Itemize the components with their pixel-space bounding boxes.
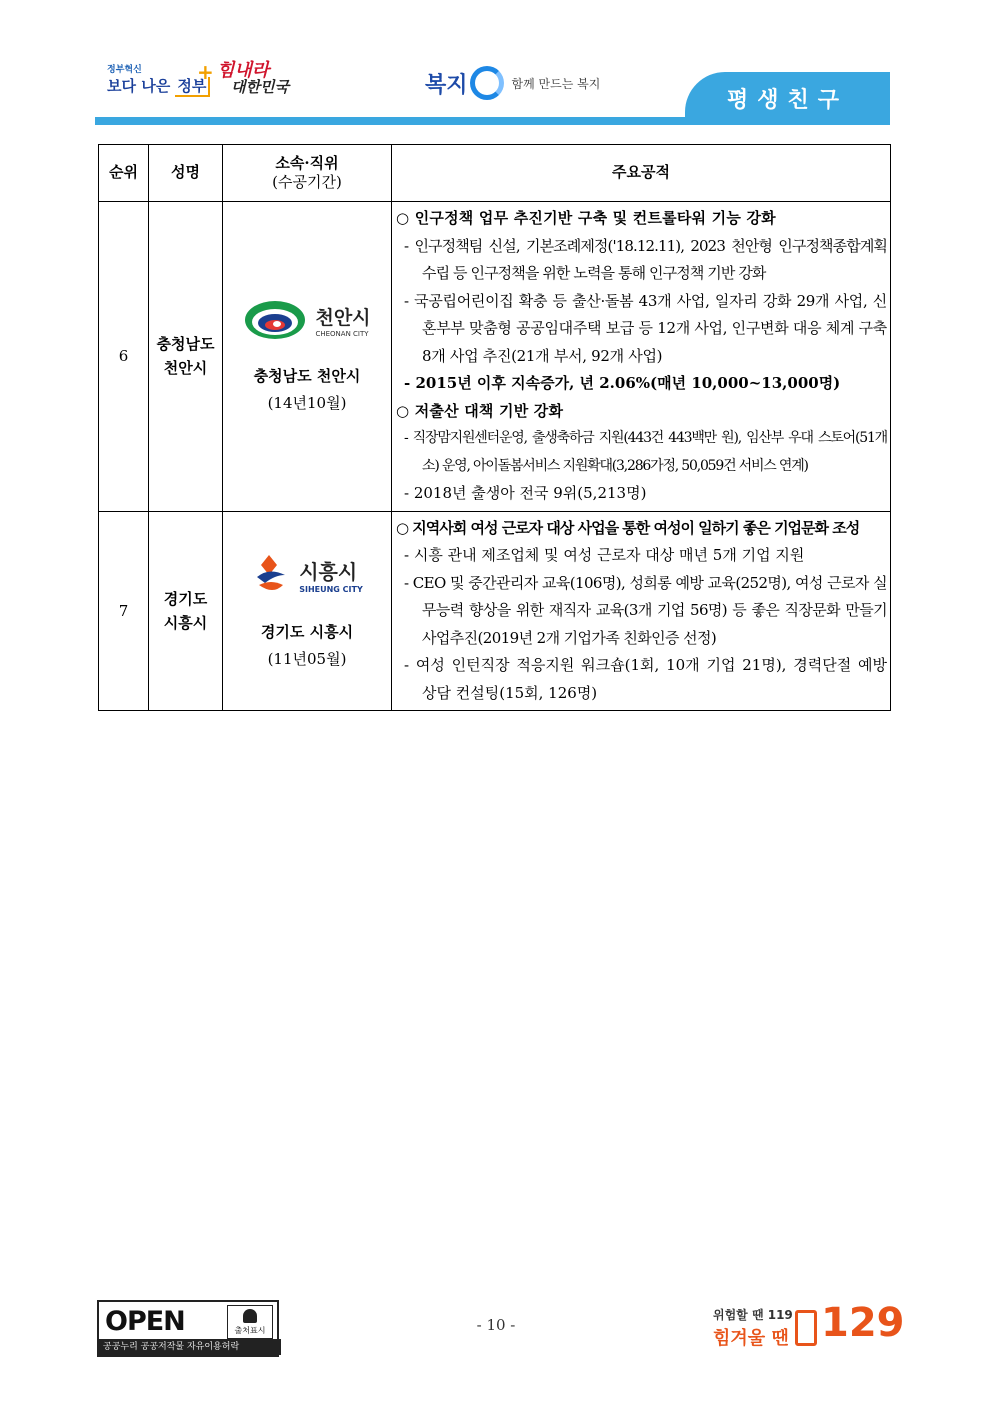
- org-cell: [223, 511, 392, 711]
- logo2-line1: 힘내라: [217, 60, 270, 81]
- work-detail: - 직장맘지원센터운영, 출생축하금 지원(443건 443백만 원), 임산부 우대 스토어(51개소) 운영, 아이돌봄서비스 지원확대(3,286가정, 50,059건 서비스 연계): [404, 430, 887, 474]
- gov-innovation-logo: [107, 60, 214, 96]
- header-org-line1: 소속·직위: [275, 153, 339, 172]
- work-heading: ○ 저출산 대책 기반 강화: [396, 401, 564, 420]
- bokji-word: 복지: [425, 72, 468, 98]
- logo1-main-text: 보다 나은: [107, 77, 171, 95]
- header-org-line2: (수공기간): [272, 173, 342, 191]
- logo2-line2: 대한민국: [231, 78, 289, 96]
- hotline-number: 129: [821, 1300, 905, 1346]
- page-number: - 10 -: [476, 1316, 516, 1334]
- awards-table: [98, 144, 891, 711]
- rank-cell: 6: [99, 202, 149, 512]
- header-name: 성명: [149, 145, 223, 202]
- org-cell: [223, 202, 392, 512]
- header-divider: [95, 117, 890, 125]
- hotline-line1: 위험할 땐 119: [713, 1308, 793, 1322]
- table-header-row: [99, 145, 891, 202]
- logo1-small-text: 정부혁신: [107, 65, 142, 75]
- emblem-sub: SIHEUNG CITY: [299, 584, 363, 594]
- cheonan-emblem: [224, 299, 390, 341]
- name-line1: 경기도: [163, 589, 208, 608]
- table-row: [99, 202, 891, 512]
- org-name: 경기도 시흥시: [260, 622, 354, 641]
- hotline-129-logo: [713, 1296, 905, 1358]
- org-name: 충청남도 천안시: [253, 367, 361, 386]
- bokji-slogan: 함께 만드는 복지: [511, 76, 601, 91]
- page-header: [95, 50, 890, 125]
- header-tab-label: 평생친구: [726, 87, 848, 113]
- phone-icon: [795, 1310, 817, 1346]
- rank-cell: 7: [99, 511, 149, 711]
- bokji-logo: [425, 66, 600, 100]
- siheung-emblem: [224, 553, 390, 597]
- name-line1: 충청남도: [156, 335, 215, 354]
- name-cell: [149, 202, 223, 512]
- work-heading: ○ 인구정책 업무 추진기반 구축 및 컨트롤타워 기능 강화: [396, 209, 776, 227]
- work-detail: - 인구정책팀 신설, 기본조례제정('18.12.11), 2023 천안형 인구정책종합계획 수립 등 인구정책을 위한 노력을 통해 인구정책 기반 강화: [404, 236, 887, 282]
- cheonan-emblem-icon: [243, 299, 307, 341]
- siheung-emblem-icon: [251, 553, 291, 597]
- org-period: (11년05월): [267, 649, 347, 668]
- emblem-sub: CHEONAN CITY: [315, 329, 369, 338]
- works-cell: [392, 202, 891, 512]
- attribution-label: 출처표시: [234, 1326, 266, 1335]
- plus-icon: +: [197, 60, 214, 84]
- org-period: (14년10월): [267, 394, 347, 413]
- work-detail: - 2018년 출생아 전국 9위(5,213명): [404, 484, 647, 502]
- open-label: OPEN: [105, 1306, 185, 1337]
- emblem-text: 시흥시: [299, 559, 358, 584]
- work-detail: - 여성 인턴직장 적응지원 워크숍(1회, 10개 기업 21명), 경력단절 예방 상담 컨설팅(15회, 126명): [404, 656, 887, 702]
- header-works: 주요공적: [392, 145, 891, 202]
- work-detail: - 국공립어린이집 확충 등 출산·돌봄 43개 사업, 일자리 강화 29개 사업, 신혼부부 맞춤형 공공임대주택 보급 등 12개 사업, 인구변화 대응 체계 구축 8개 사업 추진(21개 부서, 92개 사업): [404, 291, 887, 365]
- name-line2: 시흥시: [163, 613, 208, 632]
- work-heading: ○ 지역사회 여성 근로자 대상 사업을 통한 여성이 일하기 좋은 기업문화 조성: [396, 518, 860, 537]
- work-detail: - 시흥 관내 제조업체 및 여성 근로자 대상 매년 5개 기업 지원: [404, 546, 805, 564]
- cheer-korea-logo: [217, 62, 289, 95]
- emblem-text: 천안시: [315, 306, 371, 329]
- name-line2: 천안시: [163, 359, 208, 378]
- header-org: [223, 145, 392, 202]
- bokji-ring-icon: [470, 66, 504, 100]
- logo1-main-bold: 정부: [175, 77, 210, 97]
- works-cell: [392, 511, 891, 711]
- work-detail: - 2015년 이후 지속증가, 년 2.06%(매년 10,000~13,000명): [404, 374, 841, 392]
- work-detail: - CEO 및 중간관리자 교육(106명), 성희롱 예방 교육(252명), 여성 근로자 실무능력 향상을 위한 재직자 교육(3개 기업 56명) 등 좋은 직장문화 만들기 사업추진(2019년 2개 기업가족 친화인증 선정): [404, 573, 887, 647]
- open-license-text: 공공누리 공공저작물 자유이용허락: [99, 1339, 281, 1355]
- header-rank: 순위: [99, 145, 149, 202]
- name-cell: [149, 511, 223, 711]
- hotline-line2: 힘겨울 땐: [713, 1328, 789, 1349]
- table-row: [99, 511, 891, 711]
